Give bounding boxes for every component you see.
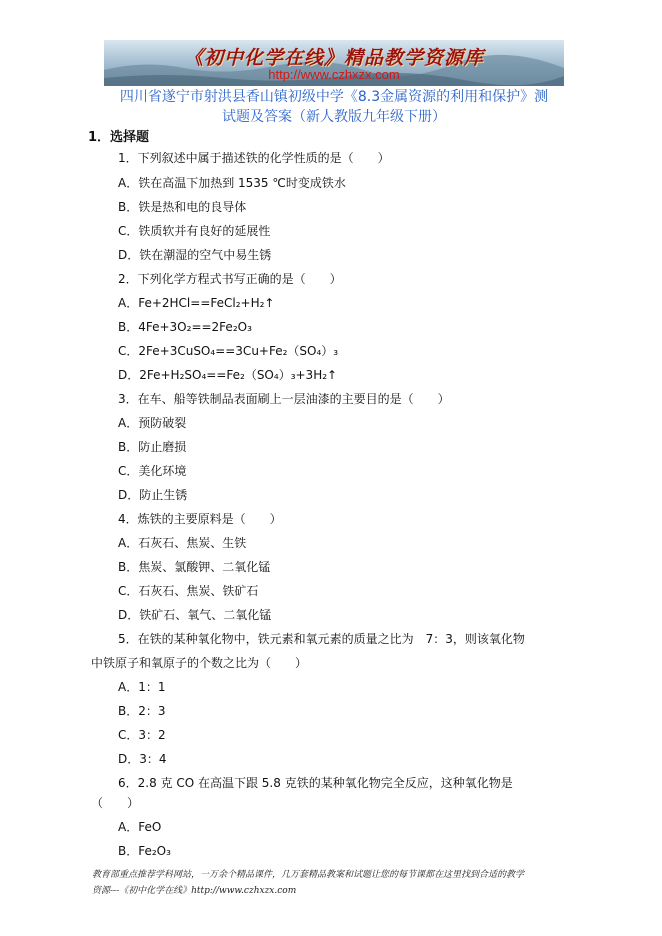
option-d: D．2Fe+H₂SO₄==Fe₂（SO₄）₃+3H₂↑ xyxy=(118,368,338,382)
option-b: B．Fe₂O₃ xyxy=(118,844,171,858)
option-a: A．1：1 xyxy=(118,680,166,694)
question-stem: 5．在铁的某种氧化物中，铁元素和氧元素的质量之比为 7：3，则该氧化物 xyxy=(118,632,525,646)
option-b: B．4Fe+3O₂==2Fe₂O₃ xyxy=(118,320,252,334)
question-stem: 6．2.8 克 CO 在高温下跟 5.8 克铁的某种氧化物完全反应，这种氧化物是 xyxy=(118,776,513,790)
question-stem: 4．炼铁的主要原料是（ ） xyxy=(118,512,282,526)
footer-line-1: 教育部重点推荐学科网站，一万余个精品课件，几万套精品教案和试题让您的每节课都在这里找到合适的教学 xyxy=(92,870,525,880)
option-c: C．3：2 xyxy=(118,728,166,742)
question-stem-continued: （ ） xyxy=(91,796,140,810)
option-c: C．铁质软并有良好的延展性 xyxy=(118,224,271,238)
footer-line-2: 资源---《初中化学在线》http://www.czhxzx.com xyxy=(92,886,297,896)
option-b: B．焦炭、氯酸钾、二氧化锰 xyxy=(118,560,271,574)
option-d: D．铁矿石、氧气、二氧化锰 xyxy=(118,608,272,622)
banner-url[interactable]: http://www.czhxzx.com xyxy=(268,67,400,82)
option-b: B．铁是热和电的良导体 xyxy=(118,200,247,214)
option-b: B．防止磨损 xyxy=(118,440,187,454)
section-heading: 1．选择题 xyxy=(88,130,150,145)
option-b: B．2：3 xyxy=(118,704,166,718)
option-c: C．石灰石、焦炭、铁矿石 xyxy=(118,584,259,598)
option-c: C．美化环境 xyxy=(118,464,187,478)
header-banner xyxy=(104,40,564,86)
option-a: A．预防破裂 xyxy=(118,416,187,430)
question-stem-continued: 中铁原子和氧原子的个数之比为（ ） xyxy=(91,656,308,670)
option-a: A．Fe+2HCl==FeCl₂+H₂↑ xyxy=(118,296,275,310)
option-a: A．铁在高温下加热到 1535 ℃时变成铁水 xyxy=(118,176,346,190)
question-stem: 2．下列化学方程式书写正确的是（ ） xyxy=(118,272,342,286)
option-d: D．铁在潮湿的空气中易生锈 xyxy=(118,248,272,262)
option-d: D．防止生锈 xyxy=(118,488,188,502)
option-c: C．2Fe+3CuSO₄==3Cu+Fe₂（SO₄）₃ xyxy=(118,344,339,358)
question-stem: 1．下列叙述中属于描述铁的化学性质的是（ ） xyxy=(118,151,390,165)
option-a: A．石灰石、焦炭、生铁 xyxy=(118,536,247,550)
question-stem: 3．在车、船等铁制品表面刷上一层油漆的主要目的是（ ） xyxy=(118,392,450,406)
document-title-line-1: 四川省遂宁市射洪县香山镇初级中学《8.3金属资源的利用和保护》测 xyxy=(119,89,549,105)
banner-title: 《初中化学在线》精品教学资源库 xyxy=(183,47,484,69)
option-a: A．FeO xyxy=(118,820,162,834)
option-d: D．3：4 xyxy=(118,752,167,766)
document-title-line-2: 试题及答案（新人教版九年级下册） xyxy=(222,109,446,125)
